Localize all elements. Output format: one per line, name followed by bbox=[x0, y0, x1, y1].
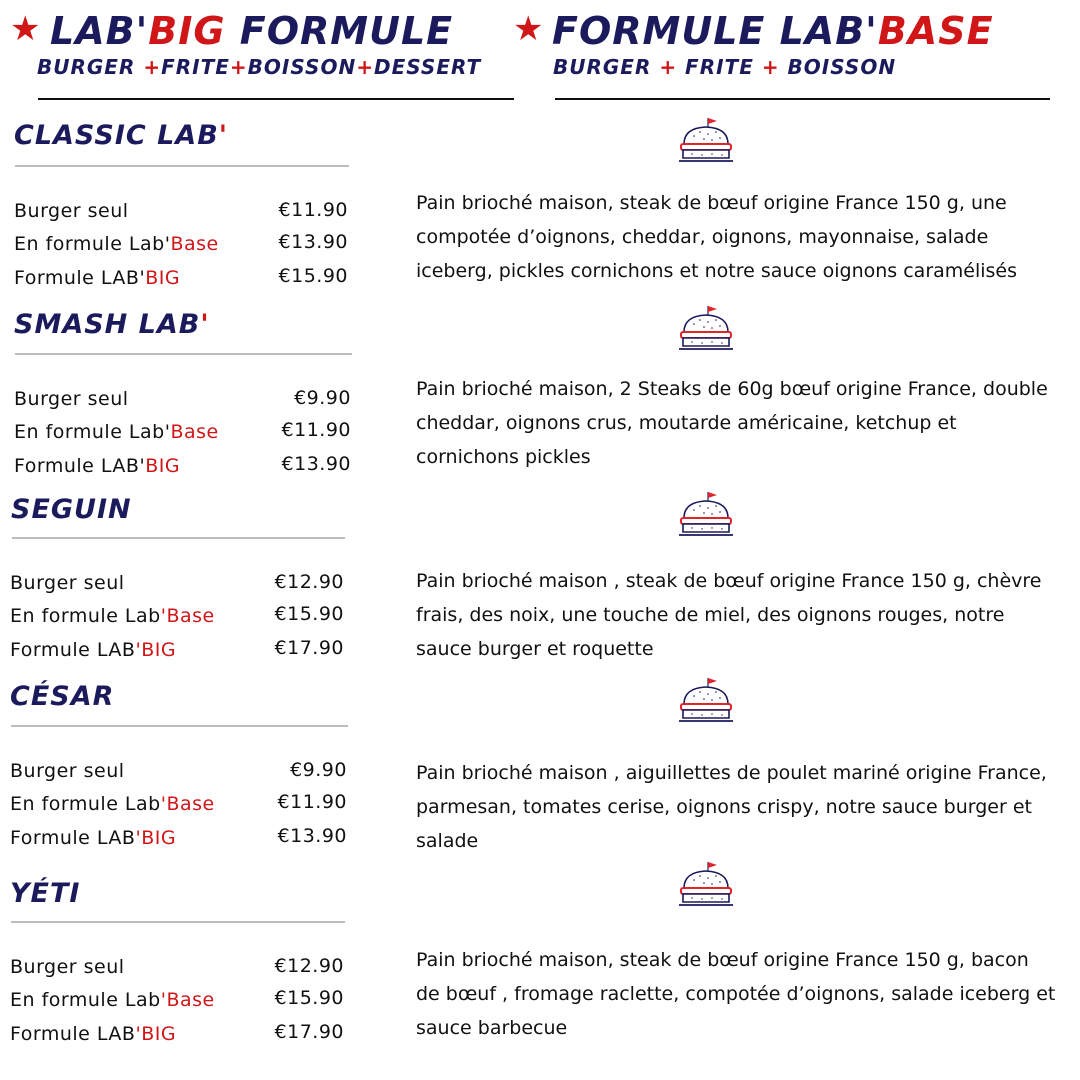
sub-part: BURGER bbox=[37, 55, 144, 79]
star-icon: ★ bbox=[513, 9, 544, 49]
section-name: YÉTI bbox=[10, 878, 81, 909]
price-value: €12.90 bbox=[274, 571, 344, 593]
header-divider bbox=[38, 98, 514, 100]
row-label: Burger seul bbox=[10, 572, 125, 594]
price-value: €12.90 bbox=[274, 955, 344, 977]
row-label: Burger seul bbox=[10, 760, 125, 782]
row-label: En formule Lab' bbox=[14, 233, 171, 255]
price-row-label bbox=[10, 572, 125, 594]
star-icon: ★ bbox=[10, 9, 41, 49]
burger-description: Pain brioché maison, steak de bœuf origine France 150 g, une compotée d’oignons, cheddar, oignons, mayonnaise, salade iceberg, pickles cornichons et notre sauce oignons caramélisés bbox=[416, 192, 1018, 282]
price-value: €9.90 bbox=[294, 387, 351, 409]
title-accent: BASE bbox=[877, 9, 994, 53]
price-value: €11.90 bbox=[277, 791, 347, 813]
sub-part: FRITE bbox=[161, 55, 230, 79]
row-accent: 'BIG bbox=[135, 639, 177, 661]
row-accent: 'BIG bbox=[135, 1023, 177, 1045]
section-name: CLASSIC LAB bbox=[14, 120, 219, 151]
header-divider bbox=[555, 98, 1050, 100]
section-divider bbox=[11, 921, 345, 923]
row-accent: 'Base bbox=[160, 605, 215, 627]
row-label: Burger seul bbox=[14, 388, 129, 410]
price-row-label bbox=[14, 233, 219, 255]
row-label: En formule Lab' bbox=[14, 421, 171, 443]
title-part: LAB' bbox=[50, 9, 149, 53]
price-value: €13.90 bbox=[277, 825, 347, 847]
section-divider bbox=[15, 165, 349, 167]
price-value: €17.90 bbox=[274, 637, 344, 659]
section-title bbox=[11, 496, 132, 523]
price-row-label bbox=[10, 760, 125, 782]
row-label: En formule Lab bbox=[10, 793, 161, 815]
plus-sign: + bbox=[761, 55, 780, 79]
section-name: SMASH LAB bbox=[14, 309, 201, 340]
price-row-label bbox=[14, 388, 129, 410]
title-part: FORMULE bbox=[225, 9, 454, 53]
row-label: Formule LAB' bbox=[14, 455, 146, 477]
sub-part: FRITE bbox=[677, 55, 762, 79]
burger-description: Pain brioché maison, steak de bœuf origine France 150 g, bacon de bœuf , fromage raclette, compotée d’oignons, salade iceberg et sauce barbecue bbox=[416, 949, 1056, 1039]
section-title bbox=[10, 683, 114, 710]
row-label: Formule LAB bbox=[10, 827, 136, 849]
price-value: €11.90 bbox=[281, 419, 351, 441]
burger-icon bbox=[678, 304, 734, 352]
row-label: En formule Lab bbox=[10, 989, 161, 1011]
row-accent: Base bbox=[170, 233, 219, 255]
price-value: €13.90 bbox=[281, 453, 351, 475]
burger-description: Pain brioché maison , aiguillettes de poulet mariné origine France, parmesan, tomates cerise, oignons crispy, notre sauce burger et salade bbox=[416, 762, 1047, 852]
section-divider bbox=[12, 537, 345, 539]
header-lab-big bbox=[0, 0, 540, 100]
row-label: Formule LAB bbox=[10, 639, 136, 661]
price-value: €9.90 bbox=[290, 759, 347, 781]
sub-part: BURGER bbox=[553, 55, 660, 79]
section-name: CÉSAR bbox=[10, 681, 115, 712]
row-label: Formule LAB bbox=[10, 1023, 136, 1045]
row-accent: Base bbox=[170, 421, 219, 443]
row-accent: 'BIG bbox=[135, 827, 177, 849]
header-title bbox=[552, 9, 994, 53]
price-row-label bbox=[14, 421, 219, 443]
price-value: €15.90 bbox=[274, 987, 344, 1009]
section-title bbox=[14, 122, 228, 149]
sub-part: BOISSON bbox=[779, 55, 897, 79]
row-label: Burger seul bbox=[14, 200, 129, 222]
plus-sign: + bbox=[356, 55, 374, 79]
price-row-label bbox=[10, 989, 215, 1011]
section-name: SEGUIN bbox=[11, 494, 132, 525]
price-row-label bbox=[10, 793, 215, 815]
row-label: En formule Lab bbox=[10, 605, 161, 627]
price-row-label bbox=[14, 200, 129, 222]
price-row-label bbox=[10, 956, 125, 978]
header-lab-base bbox=[510, 0, 1070, 100]
sub-part: DESSERT bbox=[373, 55, 482, 79]
price-row-label bbox=[14, 455, 180, 477]
burger-icon bbox=[678, 490, 734, 538]
price-value: €13.90 bbox=[278, 231, 348, 253]
plus-sign: + bbox=[659, 55, 678, 79]
price-row-label bbox=[10, 639, 176, 661]
price-row-label bbox=[10, 1023, 176, 1045]
section-title bbox=[14, 311, 210, 338]
price-row-label bbox=[10, 827, 176, 849]
title-part: FORMULE LAB' bbox=[552, 9, 878, 53]
row-accent: 'Base bbox=[160, 989, 215, 1011]
burger-icon bbox=[678, 116, 734, 164]
burger-description: Pain brioché maison, 2 Steaks de 60g bœuf origine France, double cheddar, oignons crus, moutarde américaine, ketchup et cornichons pickles bbox=[416, 378, 1048, 468]
section-divider bbox=[15, 353, 352, 355]
title-accent: BIG bbox=[148, 9, 226, 53]
plus-sign: + bbox=[143, 55, 162, 79]
row-accent: BIG bbox=[145, 267, 181, 289]
header-title bbox=[50, 9, 454, 53]
burger-description: Pain brioché maison , steak de bœuf origine France 150 g, chèvre frais, des noix, une touche de miel, des oignons rouges, notre sauce burger et roquette bbox=[416, 570, 1042, 660]
price-value: €11.90 bbox=[278, 199, 348, 221]
price-value: €15.90 bbox=[278, 265, 348, 287]
row-label: Formule LAB' bbox=[14, 267, 146, 289]
plus-sign: + bbox=[229, 55, 248, 79]
section-apostrophe: ' bbox=[200, 309, 210, 340]
burger-icon bbox=[678, 860, 734, 908]
section-apostrophe: ' bbox=[218, 120, 229, 151]
burger-icon bbox=[678, 676, 734, 724]
sub-part: BOISSON bbox=[247, 55, 357, 79]
section-divider bbox=[11, 725, 348, 727]
price-value: €15.90 bbox=[274, 603, 344, 625]
row-accent: 'Base bbox=[160, 793, 215, 815]
header-subtitle bbox=[37, 57, 481, 77]
row-accent: BIG bbox=[145, 455, 181, 477]
price-row-label bbox=[14, 267, 180, 289]
header-subtitle bbox=[553, 57, 896, 77]
section-title bbox=[10, 880, 80, 907]
row-label: Burger seul bbox=[10, 956, 125, 978]
price-value: €17.90 bbox=[274, 1021, 344, 1043]
price-row-label bbox=[10, 605, 215, 627]
